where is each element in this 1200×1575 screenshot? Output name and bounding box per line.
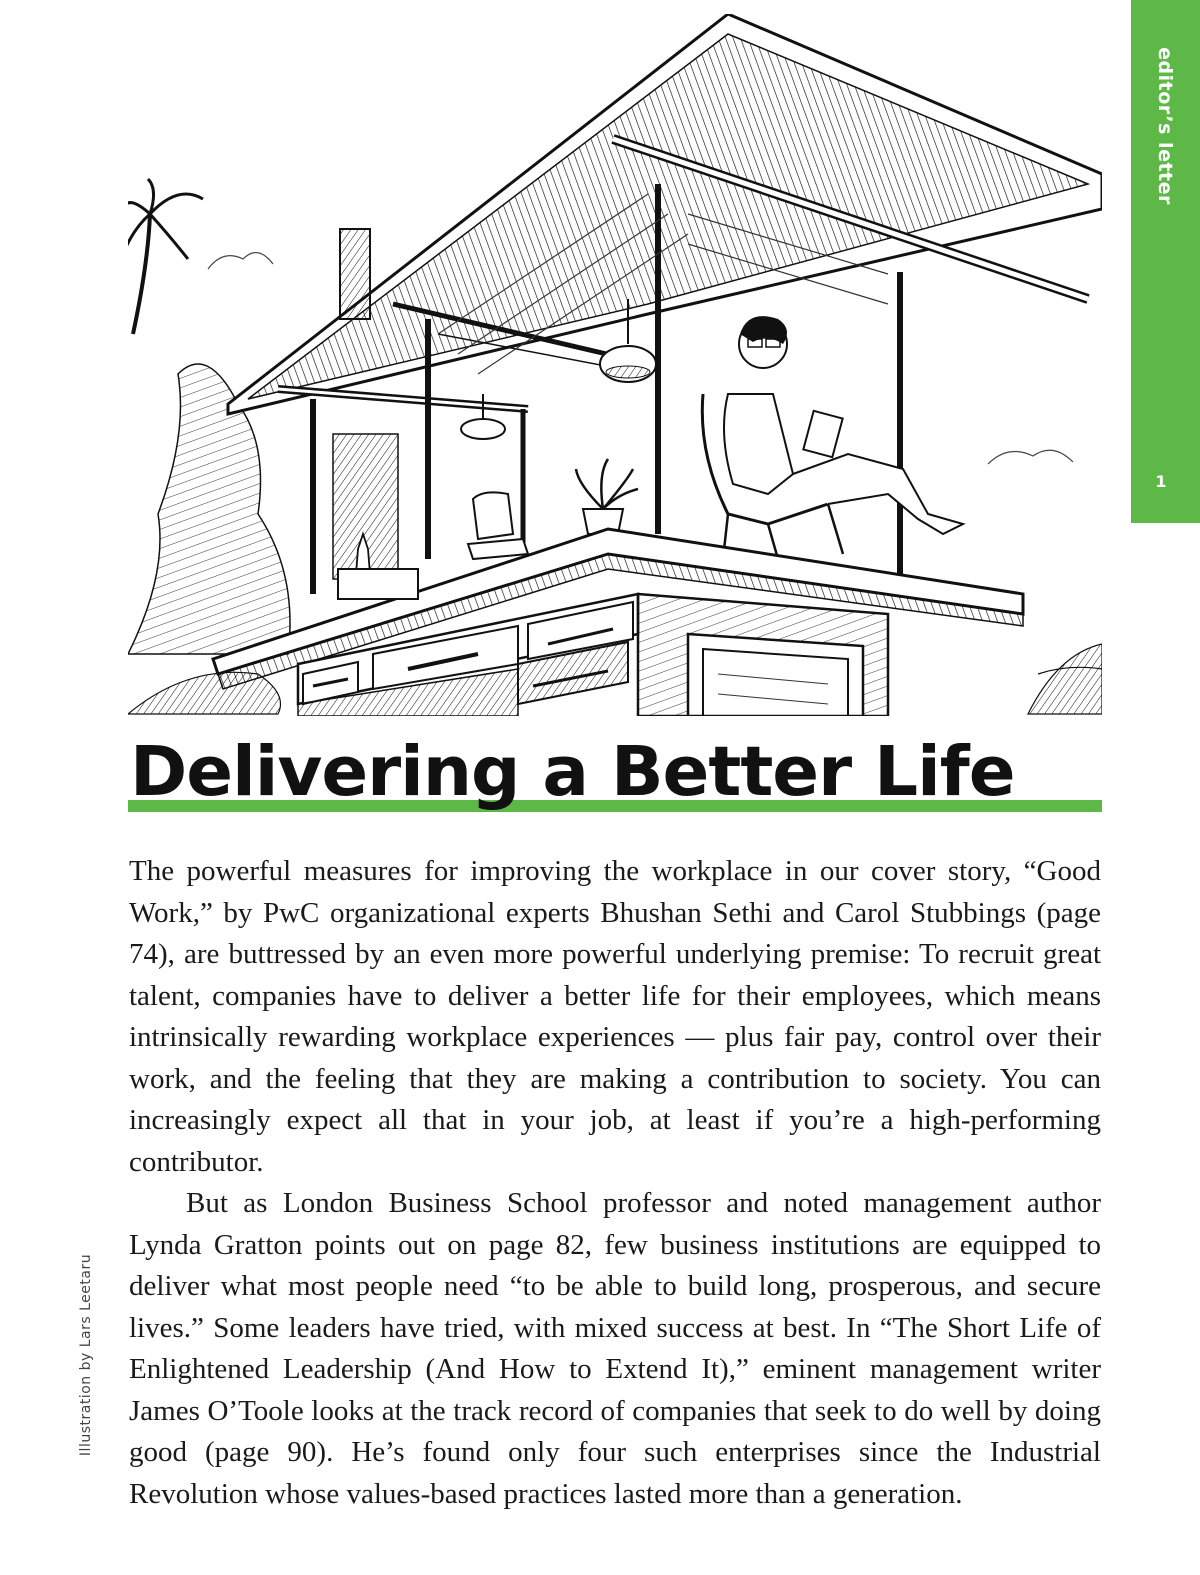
section-tab (1131, 0, 1200, 523)
section-label: editor’s letter (1154, 47, 1176, 205)
page-number: 1 (1155, 472, 1167, 491)
illustration-credit: Illustration by Lars Leetaru (78, 1253, 94, 1457)
paragraph-2: But as London Business School professor and noted management author Lynda Gratton points out on page 82, few business institutions are equipped to deliver what most people need “to be able to build long, prosperous, and secure lives.” Some leaders have tried, with mixed success at best. In “The Short Life of Enlightened Leadership (And How to Extend It),” eminent management writer James O’Toole looks at the track record of companies that seek to do well by doing good (page 90). He’s found only four such enterprises since the Industrial Revolution whose values-based practices lasted more than a generation. (129, 1187, 1101, 1510)
paragraph-1: The powerful measures for improving the workplace in our cover story, “Good Work,” by PwC organizational experts Bhushan Sethi and Carol Stubbings (page 74), are buttressed by an even more powerful underlying premise: To recruit great talent, companies have to deliver a better life for their employees, which means intrinsically rewarding workplace experiences — plus fair pay, control over their work, and the feeling that they are making a contribution to society. You can increasingly expect all that in your job, at least if you’re a high-performing contributor. (129, 855, 1101, 1178)
article-body (129, 851, 1101, 1515)
headline: Delivering a Better Life (130, 732, 1015, 812)
illustration-desk-house (128, 14, 1102, 716)
